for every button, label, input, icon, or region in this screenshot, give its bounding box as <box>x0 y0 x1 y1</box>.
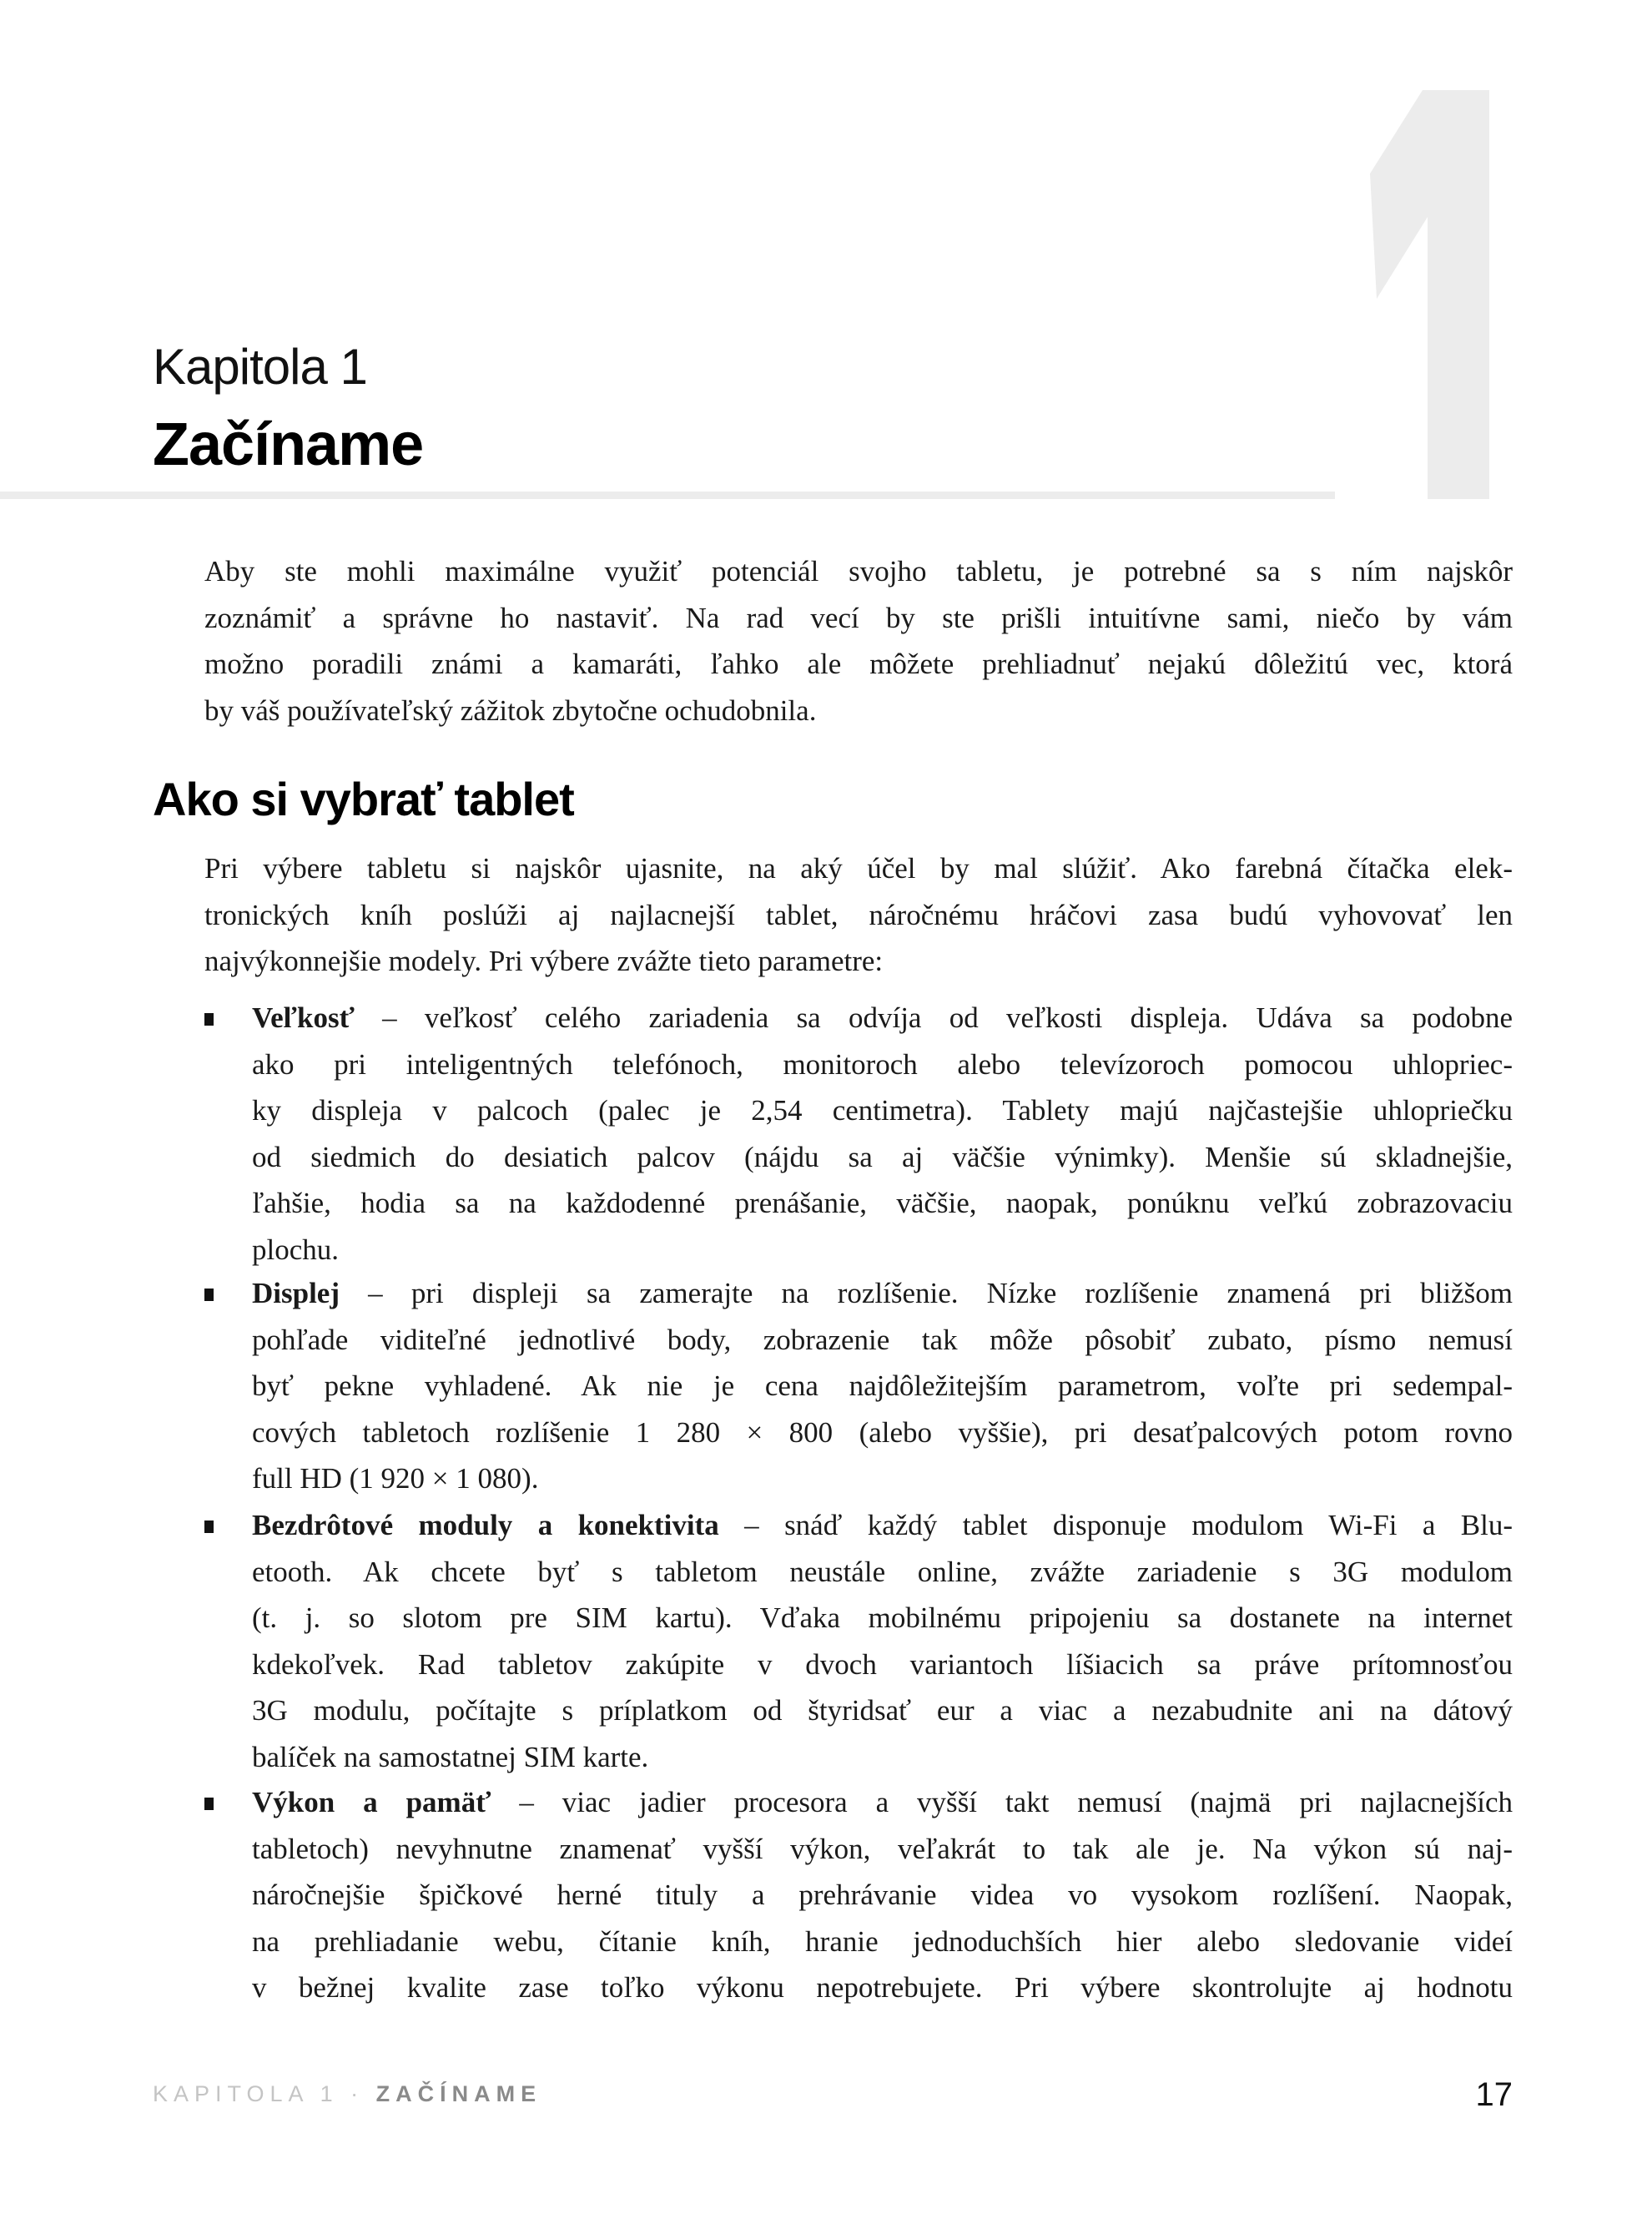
text-line: by váš používateľský zážitok zbytočne ochudobnila. <box>204 693 817 727</box>
text-line: (t. j. so slotom pre SIM kartu). Vďaka mobilnému pripojeniu sa dostanete na internet <box>252 1601 1513 1634</box>
text-line: full HD (1 920 × 1 080). <box>252 1462 539 1495</box>
text-line: cových tabletoch rozlíšenie 1 280 × 800 (alebo vyššie), pri desaťpalcových potom rovno <box>252 1415 1513 1449</box>
bullet-item-performance <box>204 1779 1513 2011</box>
chapter-divider-bar <box>0 492 1335 499</box>
text-line: – viac jadier procesora a vyšší takt nemusí (najmä pri najlacnejších <box>491 1786 1513 1818</box>
bullet-item-display <box>204 1270 1513 1502</box>
text-line: – snáď každý tablet disponuje modulom Wi-Fi a Blu- <box>718 1509 1513 1541</box>
bullet-term: Výkon a pamäť <box>252 1786 491 1818</box>
text-line: najvýkonnejšie modely. Pri výbere zvážte tieto parametre: <box>204 945 884 977</box>
text-line: tronických kníh poslúži aj najlacnejší tablet, náročnému hráčovi zasa budú vyhovovať len <box>204 898 1513 931</box>
text-line: kdekoľvek. Rad tabletov zakúpite v dvoch variantoch líšiacich sa práve prítomnosťou <box>252 1647 1513 1681</box>
text-line: ako pri inteligentných telefónoch, monitoroch alebo televízoroch pomocou uhlopriec- <box>252 1047 1513 1081</box>
bullet-square-icon <box>204 1798 214 1810</box>
section-heading: Ako si vybrať tablet <box>153 773 574 825</box>
text-line: od siedmich do desiatich palcov (nájdu sa aj väčšie výnimky). Menšie sú skladnejšie, <box>252 1140 1513 1173</box>
text-line: Aby ste mohli maximálne využiť potenciál svojho tabletu, je potrebné sa s ním najskôr <box>204 555 1513 588</box>
text-line: na prehliadanie webu, čítanie kníh, hranie jednoduchších hier alebo sledovanie videí <box>252 1924 1513 1958</box>
text-line: možno poradili známi a kamaráti, ľahko ale môžete prehliadnuť nejakú dôležitú vec, ktorá <box>204 648 1513 680</box>
text-line: byť pekne vyhladené. Ak nie je cena najdôležitejším parametrom, voľte pri sedempal- <box>252 1369 1513 1402</box>
page-number: 17 <box>1475 2076 1513 2113</box>
bullet-square-icon <box>204 1013 214 1026</box>
bullet-term: Bezdrôtové moduly a konektivita <box>252 1509 719 1541</box>
chapter-number-graphic <box>1302 50 1519 501</box>
bullet-item-connectivity <box>204 1502 1513 1780</box>
running-footer-prefix: KAPITOLA 1 · <box>153 2081 376 2106</box>
text-line: etooth. Ak chcete byť s tabletom neustále online, zvážte zariadenie s 3G modulom <box>252 1555 1513 1588</box>
chapter-title: Začíname <box>153 411 424 478</box>
bullet-square-icon <box>204 1521 214 1533</box>
text-line: ľahšie, hodia sa na každodenné prenášanie, väčšie, naopak, ponúknu veľkú zobrazovaciu <box>252 1187 1513 1219</box>
text-line: – veľkosť celého zariadenia sa odvíja od veľkosti displeja. Udáva sa podobne <box>354 1001 1513 1034</box>
running-footer-title: ZAČÍNAME <box>375 2081 542 2106</box>
bullet-square-icon <box>204 1289 214 1301</box>
chapter-label: Kapitola 1 <box>153 339 367 395</box>
intro-paragraph <box>204 548 1513 734</box>
bullet-term: Displej <box>252 1277 340 1309</box>
text-line: v bežnej kvalite zase toľko výkonu nepotrebujete. Pri výbere skontrolujte aj hodnotu <box>252 1971 1513 2004</box>
text-line: 3G modulu, počítajte s príplatkom od štyridsať eur a viac a nezabudnite ani na dátový <box>252 1694 1513 1727</box>
text-line: zoznámiť a správne ho nastaviť. Na rad vecí by ste prišli intuitívne sami, niečo by vám <box>204 601 1513 634</box>
text-line: – pri displeji sa zamerajte na rozlíšenie. Nízke rozlíšenie znamená pri bližšom <box>340 1277 1513 1309</box>
text-line: pohľade viditeľné jednotlivé body, zobrazenie tak môže pôsobiť zubato, písmo nemusí <box>252 1323 1513 1356</box>
text-line: ky displeja v palcoch (palec je 2,54 centimetra). Tablety majú najčastejšie uhlopriečku <box>252 1094 1513 1127</box>
text-line: plochu. <box>252 1233 340 1266</box>
section-intro-paragraph <box>204 845 1513 985</box>
text-line: tabletoch) nevyhnutne znamenať vyšší výkon, veľakrát to tak ale je. Na výkon sú naj- <box>252 1832 1513 1865</box>
bullet-term: Veľkosť <box>252 1001 355 1034</box>
text-line: Pri výbere tabletu si najskôr ujasnite, na aký účel by mal slúžiť. Ako farebná čítačka elek- <box>204 852 1513 885</box>
text-line: náročnejšie špičkové herné tituly a prehrávanie videa vo vysokom rozlíšení. Naopak, <box>252 1879 1513 1911</box>
bullet-item-size <box>204 995 1513 1273</box>
text-line: balíček na samostatnej SIM karte. <box>252 1740 649 1773</box>
running-footer <box>153 2081 541 2107</box>
